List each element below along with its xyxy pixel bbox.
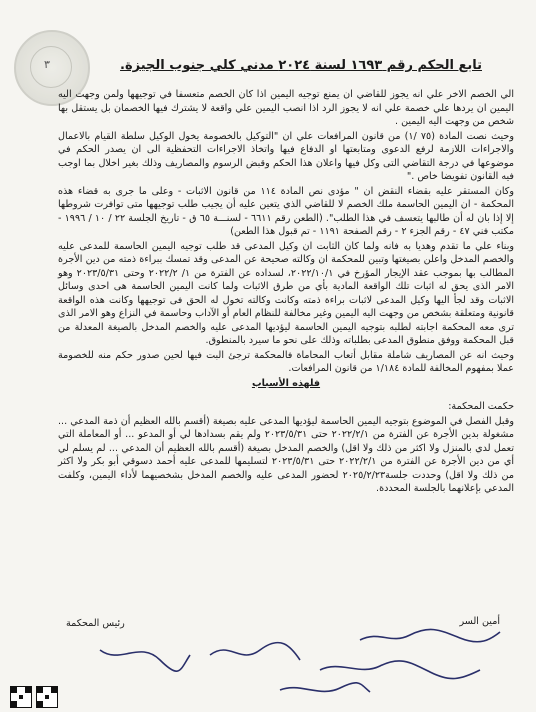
section-title-reasons: فلهذه الأسباب	[251, 377, 321, 389]
qr-code-icon-secondary	[36, 686, 58, 708]
signature-stroke-4	[280, 683, 370, 692]
paragraph-oath-refusal: الي الخصم الاخر علي انه يجوز للقاضي ان يمنع توجيه اليمين اذا كان الخصم متعسفا في توجيهها ولمن وجهت اليه اليمين ان يردها علي خصمة علي انه لا يجوز الرد اذا انصب اليمين علي واقعة لا يشترك فيها الخصمان بل يستقل بها شخص من وجهت اليه اليمين .	[58, 89, 514, 127]
paragraph-article-75: وحيث نصت المادة (٧٥ /١) من قانون المرافعات علي ان "التوكيل بالخصومة يخول الوكيل سلطة القيام بالاعمال والاجراءات اللازمة لرفع الدعوى ومتابعتها او الدفاع فيها واتخاذ الاجراءات التحفظية الى ان يصدر الحكم في موضوعها في درجة التقاضي التى وكل فيها واعلان هذا الحكم وقبض الرسوم والمصاريف وذلك بغير اخلال بما اوجب فيه القانون تفويضا خاص ."	[58, 130, 514, 182]
verdict-text: وقبل الفصل في الموضوع بتوجيه اليمين الحاسمة ليؤديها المدعى عليه بصيغة (أقسم بالله العظيم أن ذمة المدعي ... مشغولة بدين الأجرة عن الفترة من ٢٠٢٢/٢/١ حتى ٢٠٢٣/٥/٣١ ولم يقم بسدادها لي أو المدعو ... أو المعاملة التي تعمل لدي بالمنزل ولا اكثر من ذلك ولا اقل) والخصم المدخل بصيغة (أقسم بالله العظيم أن المدعي ... لم يسلم لي أي من دين الأجرة عن الفترة من ٢٠٢٢/٢/١ حتى ٢٠٢٣/٥/٣١ لتسليمها للمدعى عليه أحمد دسوقي أبو بكر ولا اكثر من ذلك ولا اقل) وحددت جلسة٢٠٢٥/٢/٢٣ لحضور المدعى عليه والخصم المدخل بشخصيهما لأداء اليمين، وكلفت المدعي بإعلانهما بالجلسة المحددة.	[58, 415, 514, 494]
secretary-label: أمين السر	[459, 616, 500, 627]
paragraph-reasoning: وبناء علي ما تقدم وهديا به فانه ولما كان الثابت ان وكيل المدعى قد طلب توجيه اليمين الحاسمة للمدعى عليه والخصم المدخل واعلن بصيغتها وتبين للمحكمة ان وكالته صحيحة عن المدعى وقد تمسك ببراءة ذمته من دين الأجرة المطالب بها بموجب عقد الإيجار المؤرخ في ٢٠٢٢/١٠/١، لسداده عن الفترة من ١/ ٢٠٢٢/٢ وحتى ٢٠٢٣/٥/٣١ وهو الامر الذى يحق له اثبات تلك الواقعة المادية بأي من طرق الاثبات ولما كانت اليمين الحاسمة هى احدى وسائل الاثبات وقد لجأ اليها وكيل المدعى لاثبات براءة ذمته وكانت وكالته تخول له الحق فى توجيهها وكانت هذه الواقعة قانونية ومتعلقة بشخص من وجهت اليه اليمين وغير مخالفة للنظام العام أو الآداب وحاسمة في النزاع وهو الامر الذى ترى معه المحكمة اجابته لطلبه بتوجيه اليمين الحاسمة ليؤديها المدعى عليه والخصم المدخل بالصيغة المعدلة من قبل المحكمة ووفق منطوق المدعى بطلباته وذلك على نحو ما سيرد بالمنطوق.	[58, 240, 515, 346]
judgment-body	[58, 88, 514, 497]
presiding-judge-label: رئيس المحكمة	[66, 618, 125, 629]
paragraph-costs: وحيث انه عن المصاريف شاملة مقابل أتعاب المحاماة فالمحكمة ترجئ البت فيها لحين صدور حكم منه للخصومة عملا بمفهوم المخالفة للمادة ١/١٨٤ من قانون المرافعات.	[58, 349, 514, 374]
case-number-header: تابع الحكم رقم ١٦٩٣ لسنة ٢٠٢٤ مدني كلي جنوب الجيزة.	[120, 58, 482, 73]
page-number: ٣	[44, 58, 50, 71]
paragraph-cassation-precedent: وكان المستقر عليه بقضاء النقض ان " مؤدى نص المادة ١١٤ من قانون الاثبات - وعلى ما جرى به قضاء هذه المحكمة - ان اليمين الحاسمة ملك الخصم لا للقاضي الذي يتعين عليه أن يجيب طلب توجيهها متى توافرت شروطها إلا إذا بان له أن طالبها يتعسف في هذا الطلب". (الطعن رقم ٦٦١١ - لسنـــة ٦٥ ق - تاريخ الجلسة ٢٢ / ١٠ / ١٩٩٦ - مكتب فني ٤٧ - رقم الجزء ٢ - رقم الصفحة ١١٩١ - تم قبول هذا الطعن)	[58, 185, 514, 237]
handwritten-signatures	[60, 610, 530, 710]
signature-stroke-5	[100, 650, 190, 671]
verdict-label: حكمت المحكمة:	[448, 401, 514, 412]
signature-stroke-3	[210, 643, 300, 660]
seal-inner-ring	[30, 46, 72, 88]
qr-code-icon	[10, 686, 32, 708]
signature-stroke-2	[320, 661, 480, 679]
signature-stroke-1	[360, 629, 500, 641]
